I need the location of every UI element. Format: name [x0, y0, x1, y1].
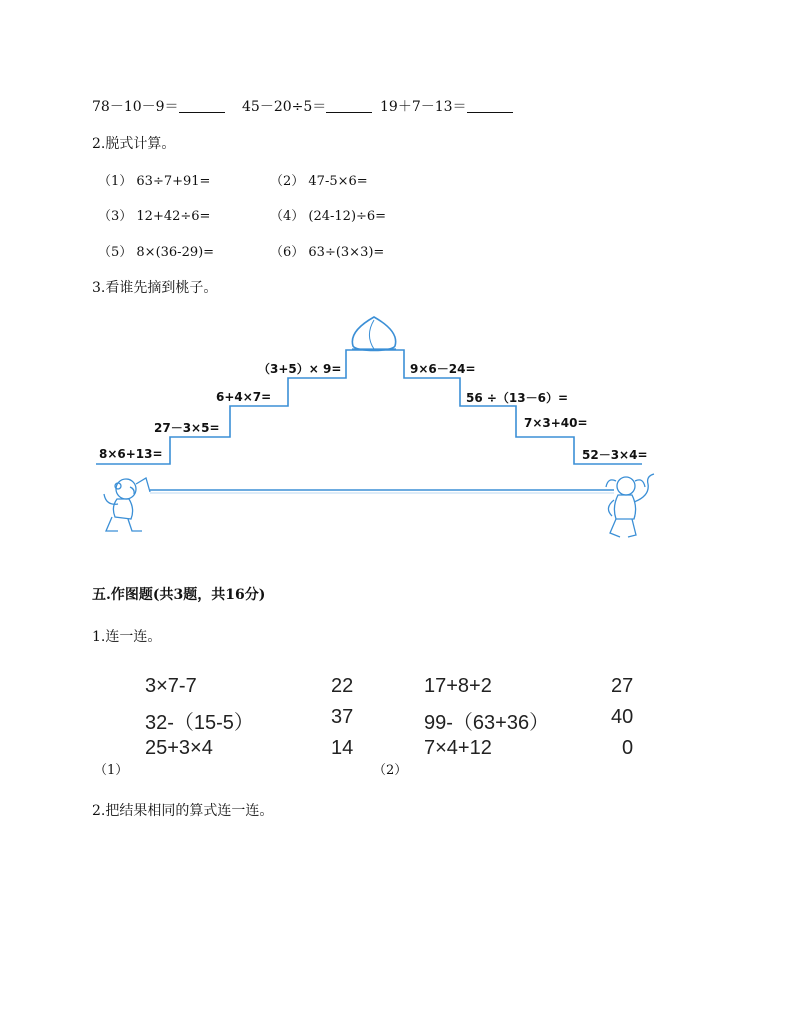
group1-result-2[interactable]: 37 [331, 706, 354, 728]
calc-item-3: （3） 12+42÷6= [98, 209, 211, 224]
step-left-1: 8×6+13= [99, 447, 163, 461]
group2-result-2[interactable]: 40 [611, 706, 634, 728]
group1-label: （1） [94, 763, 129, 778]
calc-item-6: （6） 63÷(3×3)= [270, 245, 385, 260]
group2-expression-1[interactable]: 17+8+2 [424, 675, 492, 697]
peach-icon [352, 317, 396, 351]
section5-sub2-title: 2.把结果相同的算式连一连。 [92, 803, 274, 819]
top-expression-3-text: 19＋7－13＝ [380, 99, 467, 115]
step-right-4: 52－3×4= [582, 448, 648, 462]
step-left-4: （3+5）× 9= [258, 362, 342, 376]
group1-result-1[interactable]: 22 [331, 675, 354, 697]
group2-label: （2） [373, 763, 408, 778]
monkey-right-figure [606, 474, 654, 537]
group1-result-3[interactable]: 14 [331, 737, 354, 759]
group2-expression-2[interactable]: 99-（63+36） [424, 712, 550, 734]
step-left-2: 27－3×5= [154, 421, 220, 435]
calc-item-4: （4） (24-12)÷6= [270, 209, 387, 224]
group2-expression-3[interactable]: 7×4+12 [424, 737, 492, 759]
step-left-3: 6+4×7= [216, 390, 272, 404]
section3-title: 3.看谁先摘到桃子。 [92, 280, 218, 296]
top-expression-2-text: 45－20÷5＝ [242, 99, 327, 115]
group1-expression-1[interactable]: 3×7-7 [145, 675, 197, 697]
group2-result-3[interactable]: 0 [622, 737, 634, 759]
section2-title: 2.脱式计算。 [92, 136, 176, 152]
calc-item-1: （1） 63÷7+91= [98, 174, 211, 189]
calc-item-2: （2） 47-5×6= [270, 174, 368, 189]
monkey-left-figure [104, 478, 150, 531]
section5-sub1-title: 1.连一连。 [92, 629, 162, 645]
section5-heading: 五.作图题(共3题，共16分) [92, 587, 266, 603]
step-right-3: 7×3+40= [524, 416, 588, 430]
group1-expression-3[interactable]: 25+3×4 [145, 737, 213, 759]
group2-result-1[interactable]: 27 [611, 675, 634, 697]
top-expression-1-text: 78－10－9＝ [92, 99, 179, 115]
step-right-1: 9×6－24= [410, 362, 476, 376]
group1-expression-2[interactable]: 32-（15-5） [145, 712, 254, 734]
staircase-outline [96, 350, 642, 464]
step-right-2: 56 ÷（13－6）= [466, 391, 569, 405]
calc-item-5: （5） 8×(36-29)= [98, 245, 215, 260]
